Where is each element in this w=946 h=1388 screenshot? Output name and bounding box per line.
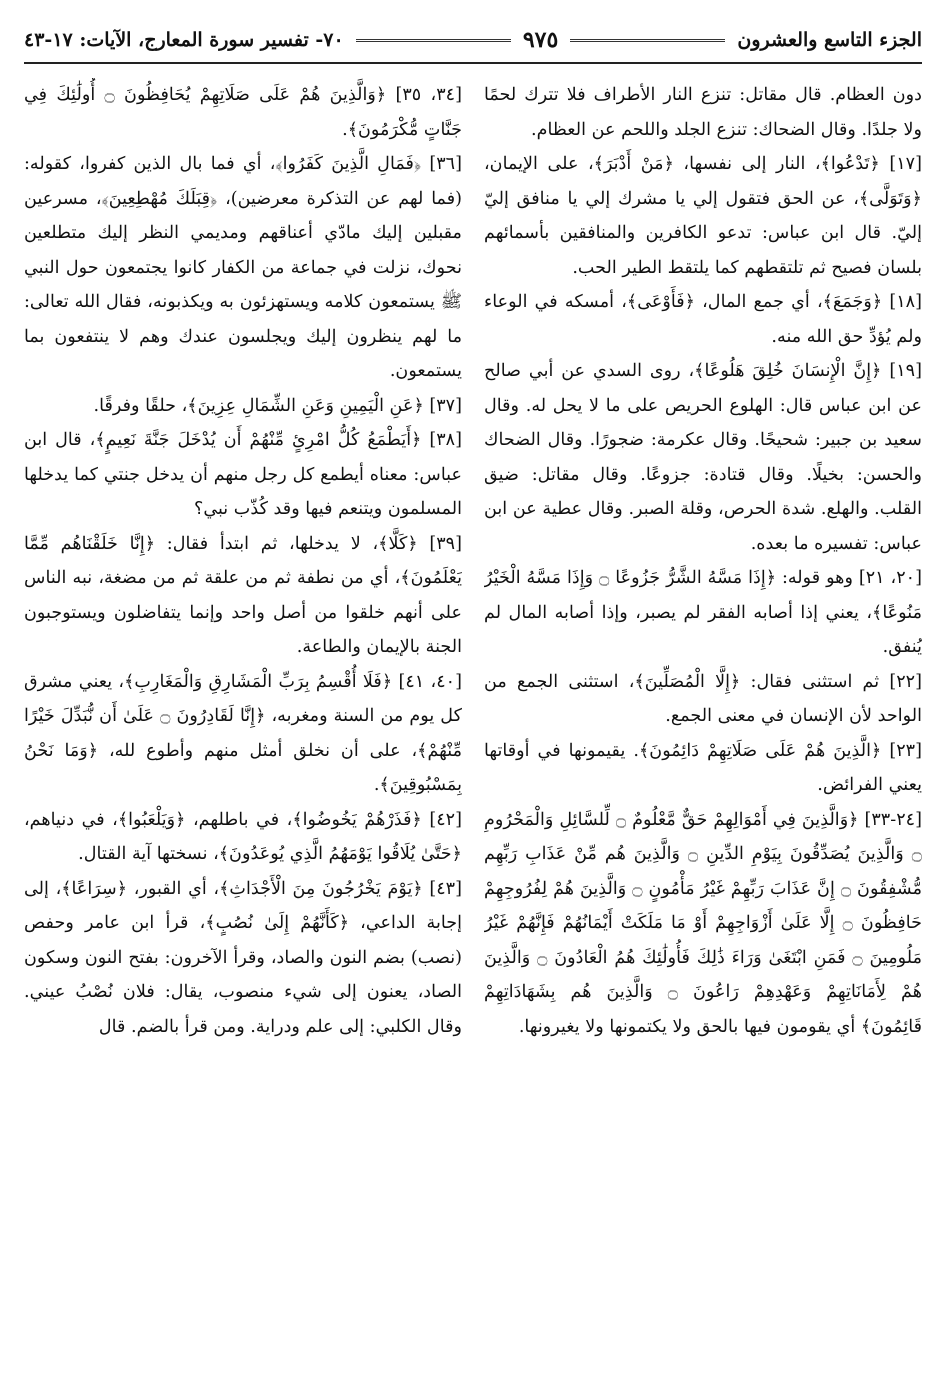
part-title: الجزء التاسع والعشرون: [737, 29, 922, 51]
header-rule-right: [570, 39, 725, 42]
paragraph: [١٨] ﴿وَجَمَعَ﴾، أي جمع المال، ﴿فَأَوْعَى﴾، أمسكه في الوعاء ولم يُؤدِّ حق الله منه.: [484, 292, 922, 347]
running-header: [24, 18, 922, 64]
paragraph: [٢٣] ﴿الَّذِينَ هُمْ عَلَى صَلَاتِهِمْ دَائِمُونَ﴾. يقيمونها في أوقاتها يعني الفرائض.: [484, 740, 922, 795]
paragraph: [٤٠، ٤١] ﴿فَلَا أُقْسِمُ بِرَبِّ الْمَشَارِقِ وَالْمَغَارِبِ﴾، يعني مشرق كل يوم من السنة ومغربه، ﴿إِنَّا لَقَادِرُونَ ۝ عَلَىٰ أَن نُّبَدِّلَ خَيْرًا مِّنْهُمْ﴾، على أن نخلق أمثل منهم وأطوع لله، ﴿وَمَا نَحْنُ بِمَسْبُوقِينَ﴾.: [24, 671, 462, 795]
surah-title: ٧٠- تفسير سورة المعارج، الآيات: ١٧-٤٣: [24, 29, 344, 51]
paragraph: [٣٩] ﴿كَلَّا﴾، لا يدخلها، ثم ابتدأ فقال: ﴿إِنَّا خَلَقْنَاهُم مِّمَّا يَعْلَمُونَ﴾، أي من نطفة ثم من علقة ثم من مضغة، نبه الناس على أنهم خلقوا من أصل واحد وإنما يتفاضلون ويستوجبون الجنة بالإيمان والطاعة.: [24, 533, 462, 657]
paragraph: [٢٢] ثم استثنى فقال: ﴿إِلَّا الْمُصَلِّينَ﴾، استثنى الجمع من الواحد لأن الإنسان في معنى الجمع.: [484, 671, 922, 726]
paragraph: [٣٦] ﴿فَمَالِ الَّذِينَ كَفَرُوا﴾، أي فما بال الذين كفروا، كقوله: (فما لهم عن التذكرة معرضين)، ﴿قِبَلَكَ مُهْطِعِينَ﴾، مسرعين مقبلين إليك مادّي أعناقهم ومديمي النظر إليك متطلعين نحوك، نزلت في جماعة من الكفار كانوا يجتمعون حول النبي ﷺ يستمعون كلامه ويستهزئون به ويكذبونه، فقال الله تعالى: ما لهم ينظرون إليك ويجلسون عندك وهم لا ينتفعون بما يستمعون.: [24, 154, 462, 381]
header-rule-left: [356, 39, 511, 42]
paragraph: [٤٣] ﴿يَوْمَ يَخْرُجُونَ مِنَ الْأَجْدَاثِ﴾، أي القبور، ﴿سِرَاعًا﴾، إلى إجابة الداعي، ﴿كَأَنَّهُمْ إِلَىٰ نُصُبٍ﴾، قرأ ابن عامر وحفص (نصب) بضم النون والصاد، وقرأ الآخرون: بفتح النون وسكون الصاد، يعنون إلى شيء منصوب، يقال: فلان نُصْبُ عيني. وقال الكلبي: إلى علم ودراية. ومن قرأ بالضم. قال: [24, 878, 462, 1037]
text-columns: [24, 78, 922, 1368]
paragraph: [٢٠، ٢١] وهو قوله: ﴿إِذَا مَسَّهُ الشَّرُّ جَزُوعًا ۝ وَإِذَا مَسَّهُ الْخَيْرُ مَنُوعًا﴾، يعني إذا أصابه الفقر لم يصبر، وإذا أصابه المال لم يُنفق.: [484, 568, 922, 657]
page-number: ٩٧٥: [522, 27, 559, 53]
paragraph: [٤٢] ﴿فَذَرْهُمْ يَخُوضُوا﴾، في باطلهم، ﴿وَيَلْعَبُوا﴾، في دنياهم، ﴿حَتَّىٰ يُلَاقُوا يَوْمَهُمُ الَّذِي يُوعَدُونَ﴾، نسختها آية القتال.: [24, 809, 462, 864]
paragraph: [٣٤، ٣٥] ﴿وَالَّذِينَ هُمْ عَلَى صَلَاتِهِمْ يُحَافِظُونَ ۝ أُولَٰئِكَ فِي جَنَّاتٍ مُّكْرَمُونَ﴾.: [24, 85, 462, 140]
right-column: [484, 78, 922, 1368]
paragraph: [٢٤-٣٣] ﴿وَالَّذِينَ فِي أَمْوَالِهِمْ حَقٌّ مَّعْلُومٌ ۝ لِّلسَّائِلِ وَالْمَحْرُومِ ۝ وَالَّذِينَ يُصَدِّقُونَ بِيَوْمِ الدِّينِ ۝ وَالَّذِينَ هُم مِّنْ عَذَابِ رَبِّهِم مُّشْفِقُونَ ۝ إِنَّ عَذَابَ رَبِّهِمْ غَيْرُ مَأْمُونٍ ۝ وَالَّذِينَ هُمْ لِفُرُوجِهِمْ حَافِظُونَ ۝ إِلَّا عَلَىٰ أَزْوَاجِهِمْ أَوْ مَا مَلَكَتْ أَيْمَانُهُمْ فَإِنَّهُمْ غَيْرُ مَلُومِينَ ۝ فَمَنِ ابْتَغَىٰ وَرَاءَ ذَٰلِكَ فَأُولَٰئِكَ هُمُ الْعَادُونَ ۝ وَالَّذِينَ هُمْ لِأَمَانَاتِهِمْ وَعَهْدِهِمْ رَاعُونَ ۝ وَالَّذِينَ هُم بِشَهَادَاتِهِمْ قَائِمُونَ﴾ أي يقومون فيها بالحق ولا يكتمونها ولا يغيرونها.: [484, 809, 922, 1037]
left-column: [24, 78, 462, 1368]
paragraph: [١٩] ﴿إِنَّ الْإِنسَانَ خُلِقَ هَلُوعًا﴾، روى السدي عن أبي صالح عن ابن عباس قال: الهلوع الحريص على ما لا يحل له. وقال سعيد بن جبير: شحيحًا. وقال عكرمة: ضجورًا. وقال الضحاك والحسن: بخيلًا. وقال قتادة: جزوعًا. وقال مقاتل: ضيق القلب. والهلع. شدة الحرص، وقلة الصبر. وقال عطية عن ابن عباس: تفسيره ما بعده.: [484, 361, 922, 554]
paragraph: [١٧] ﴿تَدْعُوا﴾، النار إلى نفسها، ﴿مَنْ أَدْبَرَ﴾، على الإيمان، ﴿وَتَوَلَّى﴾، عن الحق فتقول إلي يا مشرك إلي يا منافق إليّ إليّ. قال ابن عباس: تدعو الكافرين والمنافقين بأسمائهم بلسان فصيح ثم تلتقطهم كما يلتقط الطير الحب.: [484, 154, 922, 278]
paragraph: دون العظام. قال مقاتل: تنزع النار الأطراف فلا تترك لحمًا ولا جلدًا. وقال الضحاك: تنزع الجلد واللحم عن العظام.: [484, 85, 922, 140]
paragraph: [٣٨] ﴿أَيَطْمَعُ كُلُّ امْرِئٍ مِّنْهُمْ أَن يُدْخَلَ جَنَّةَ نَعِيمٍ﴾، قال ابن عباس: معناه أيطمع كل رجل منهم أن يدخل جنتي كما يدخلها المسلمون ويتنعم فيها وقد كُذّب نبي؟: [24, 430, 462, 519]
paragraph: [٣٧] ﴿عَنِ الْيَمِينِ وَعَنِ الشِّمَالِ عِزِينَ﴾، حلقًا وفرقًا.: [93, 395, 462, 416]
